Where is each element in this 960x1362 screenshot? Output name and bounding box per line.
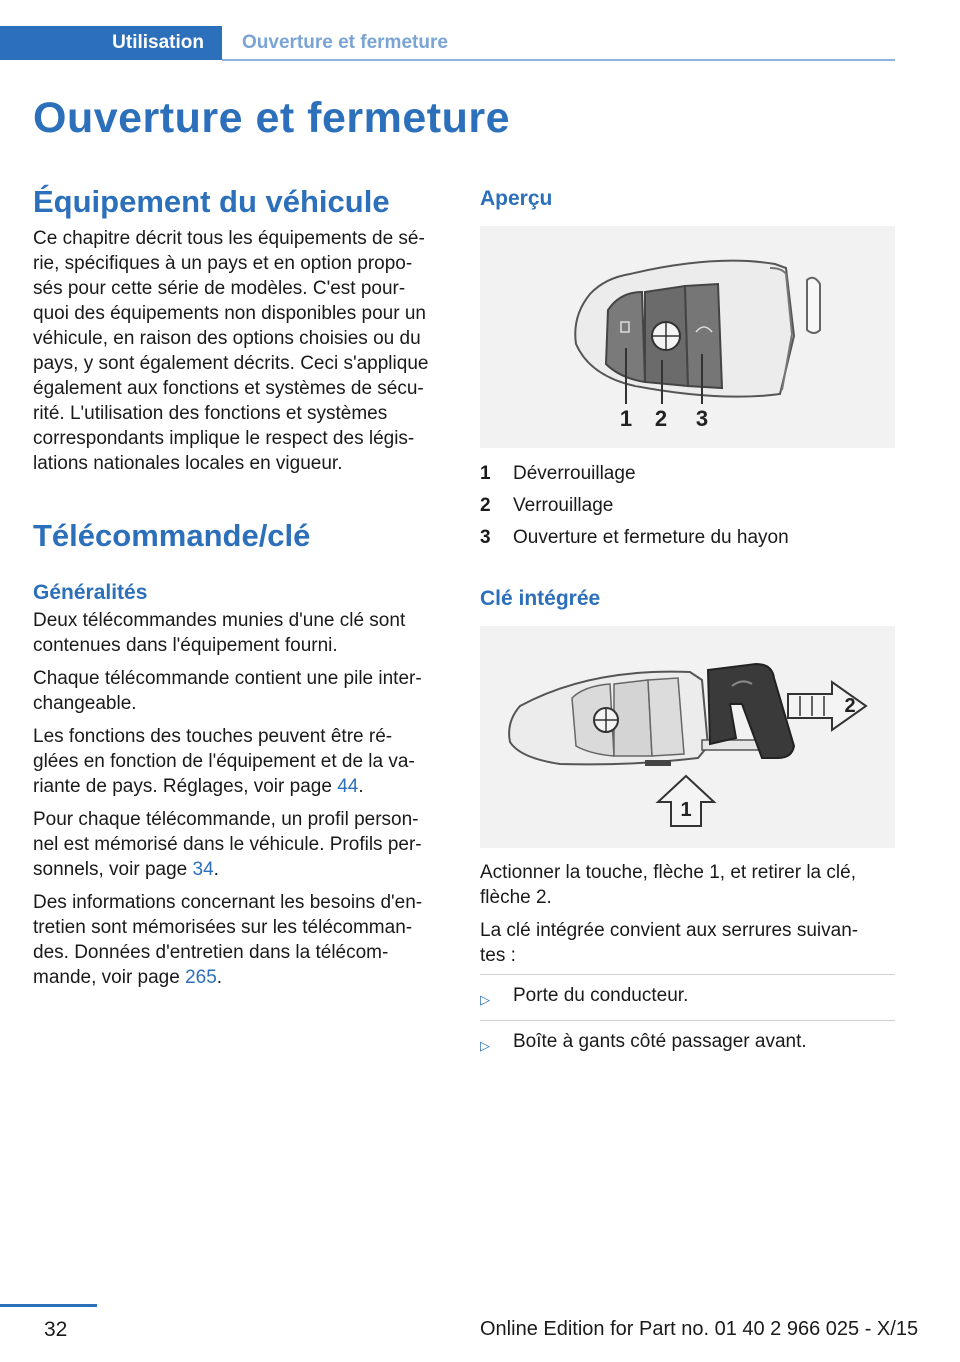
paragraph-locks [480,918,895,968]
equip-line: pays, y sont également décrits. Ceci s'applique [33,353,429,374]
remote-key-figure [480,226,895,448]
paragraph-remove-key [480,860,895,910]
triangle-bullet-icon: ▷ [480,1038,490,1053]
paragraph-battery [33,666,448,716]
tab-utilisation-label: Utilisation [112,32,204,53]
triangle-bullet-icon: ▷ [480,992,490,1007]
p1-line: Deux télécommandes munies d'une clé sont [33,610,406,631]
period: . [213,859,219,880]
fig1-callout-label: 1 [619,406,633,431]
period: . [216,967,223,988]
equip-line: Ce chapitre décrit tous les équipements de sé- [33,228,425,249]
page-title: Ouverture et fermeture [33,94,510,142]
list-item-text: Porte du conducteur. [513,985,689,1006]
edition-text: Online Edition for Part no. 01 40 2 966 025 - X/15 [480,1318,919,1340]
p3-line: Les fonctions des touches peuvent être ré- [33,726,393,747]
legend-text: Ouverture et fermeture du hayon [513,527,789,548]
paragraph-settings [33,724,448,799]
list-item [480,975,895,1020]
p5-line: tretien sont mémorisées sur les télécomman- [33,917,413,938]
page-link-34[interactable]: 34 [192,859,214,880]
p-line: La clé intégrée convient aux serrures suivan- [480,920,859,941]
page-link-265[interactable]: 265 [185,967,217,988]
page-number: 32 [44,1318,68,1341]
legend-number: 3 [480,527,491,548]
p-line: Actionner la touche, flèche 1, et retirer la clé, [480,862,856,883]
general-heading: Généralités [33,581,148,604]
list-item-text: Boîte à gants côté passager avant. [513,1031,807,1052]
tab-ouverture-label: Ouverture et fermeture [242,32,448,53]
integrated-key-illustration [480,626,895,848]
p-line: flèche 2. [480,887,552,908]
equip-line: rité. L'utilisation des fonctions et systèmes [33,403,388,424]
integrated-key-figure [480,626,895,848]
equip-line: correspondants implique le respect des légis- [33,428,415,449]
legend-text: Verrouillage [513,495,614,516]
fig1-callout-label: 2 [654,406,668,431]
legend-text: Déverrouillage [513,463,636,484]
equipment-heading: Équipement du véhicule [33,184,390,219]
p2-line: Chaque télécommande contient une pile inter- [33,668,422,689]
p2-line: changeable. [33,693,137,714]
right-column [480,180,895,1066]
equip-line: également aux fonctions et systèmes de sécu- [33,378,424,399]
left-column [33,180,448,990]
equip-line: lations nationales locales en vigueur. [33,453,343,474]
equip-line: rie, spécifiques à un pays et en option propo- [33,253,413,274]
lock-list [480,974,895,1066]
p5-line: des. Données d'entretien dans la télécom- [33,942,389,963]
equipment-paragraph [33,226,448,476]
header-divider [222,59,895,61]
paragraph-service [33,890,448,990]
p3-line: glées en fonction de l'équipement et de la va- [33,751,415,772]
p-line: tes : [480,945,516,966]
p3-line: riante de pays. Réglages, voir page [33,776,338,797]
equip-line: sés pour cette série de modèles. C'est pour- [33,278,406,299]
header-bar [0,26,895,62]
equip-line: quoi des équipements non disponibles pour un [33,303,426,324]
button-legend [480,458,895,554]
page-link-44[interactable]: 44 [337,776,359,797]
legend-number: 2 [480,495,491,516]
fig2-callout-label: 2 [844,695,856,717]
footer-divider [0,1304,97,1307]
paragraph-profiles [33,807,448,882]
p4-line: Pour chaque télécommande, un profil person- [33,809,419,830]
integrated-key-heading: Clé intégrée [480,587,601,610]
p1-line: contenues dans l'équipement fourni. [33,635,338,656]
p4-line: sonnels, voir page [33,859,193,880]
tab-ouverture-fermeture[interactable] [222,26,448,60]
fig1-callout-label: 3 [695,406,709,431]
p5-line: mande, voir page [33,967,186,988]
legend-item [480,522,895,554]
legend-number: 1 [480,463,491,484]
period: . [358,776,364,797]
list-item [480,1021,895,1066]
remote-key-heading: Télécommande/clé [33,518,311,553]
equip-line: véhicule, en raison des options choisies ou du [33,328,421,349]
remote-key-illustration [480,226,895,448]
tab-utilisation[interactable] [0,26,222,60]
legend-item [480,490,895,522]
legend-item [480,458,895,490]
overview-heading: Aperçu [480,187,553,210]
paragraph-remotes [33,608,448,658]
fig2-callout-label: 1 [680,799,692,821]
p4-line: nel est mémorisé dans le véhicule. Profils per- [33,834,422,855]
p5-line: Des informations concernant les besoins d'en- [33,892,423,913]
